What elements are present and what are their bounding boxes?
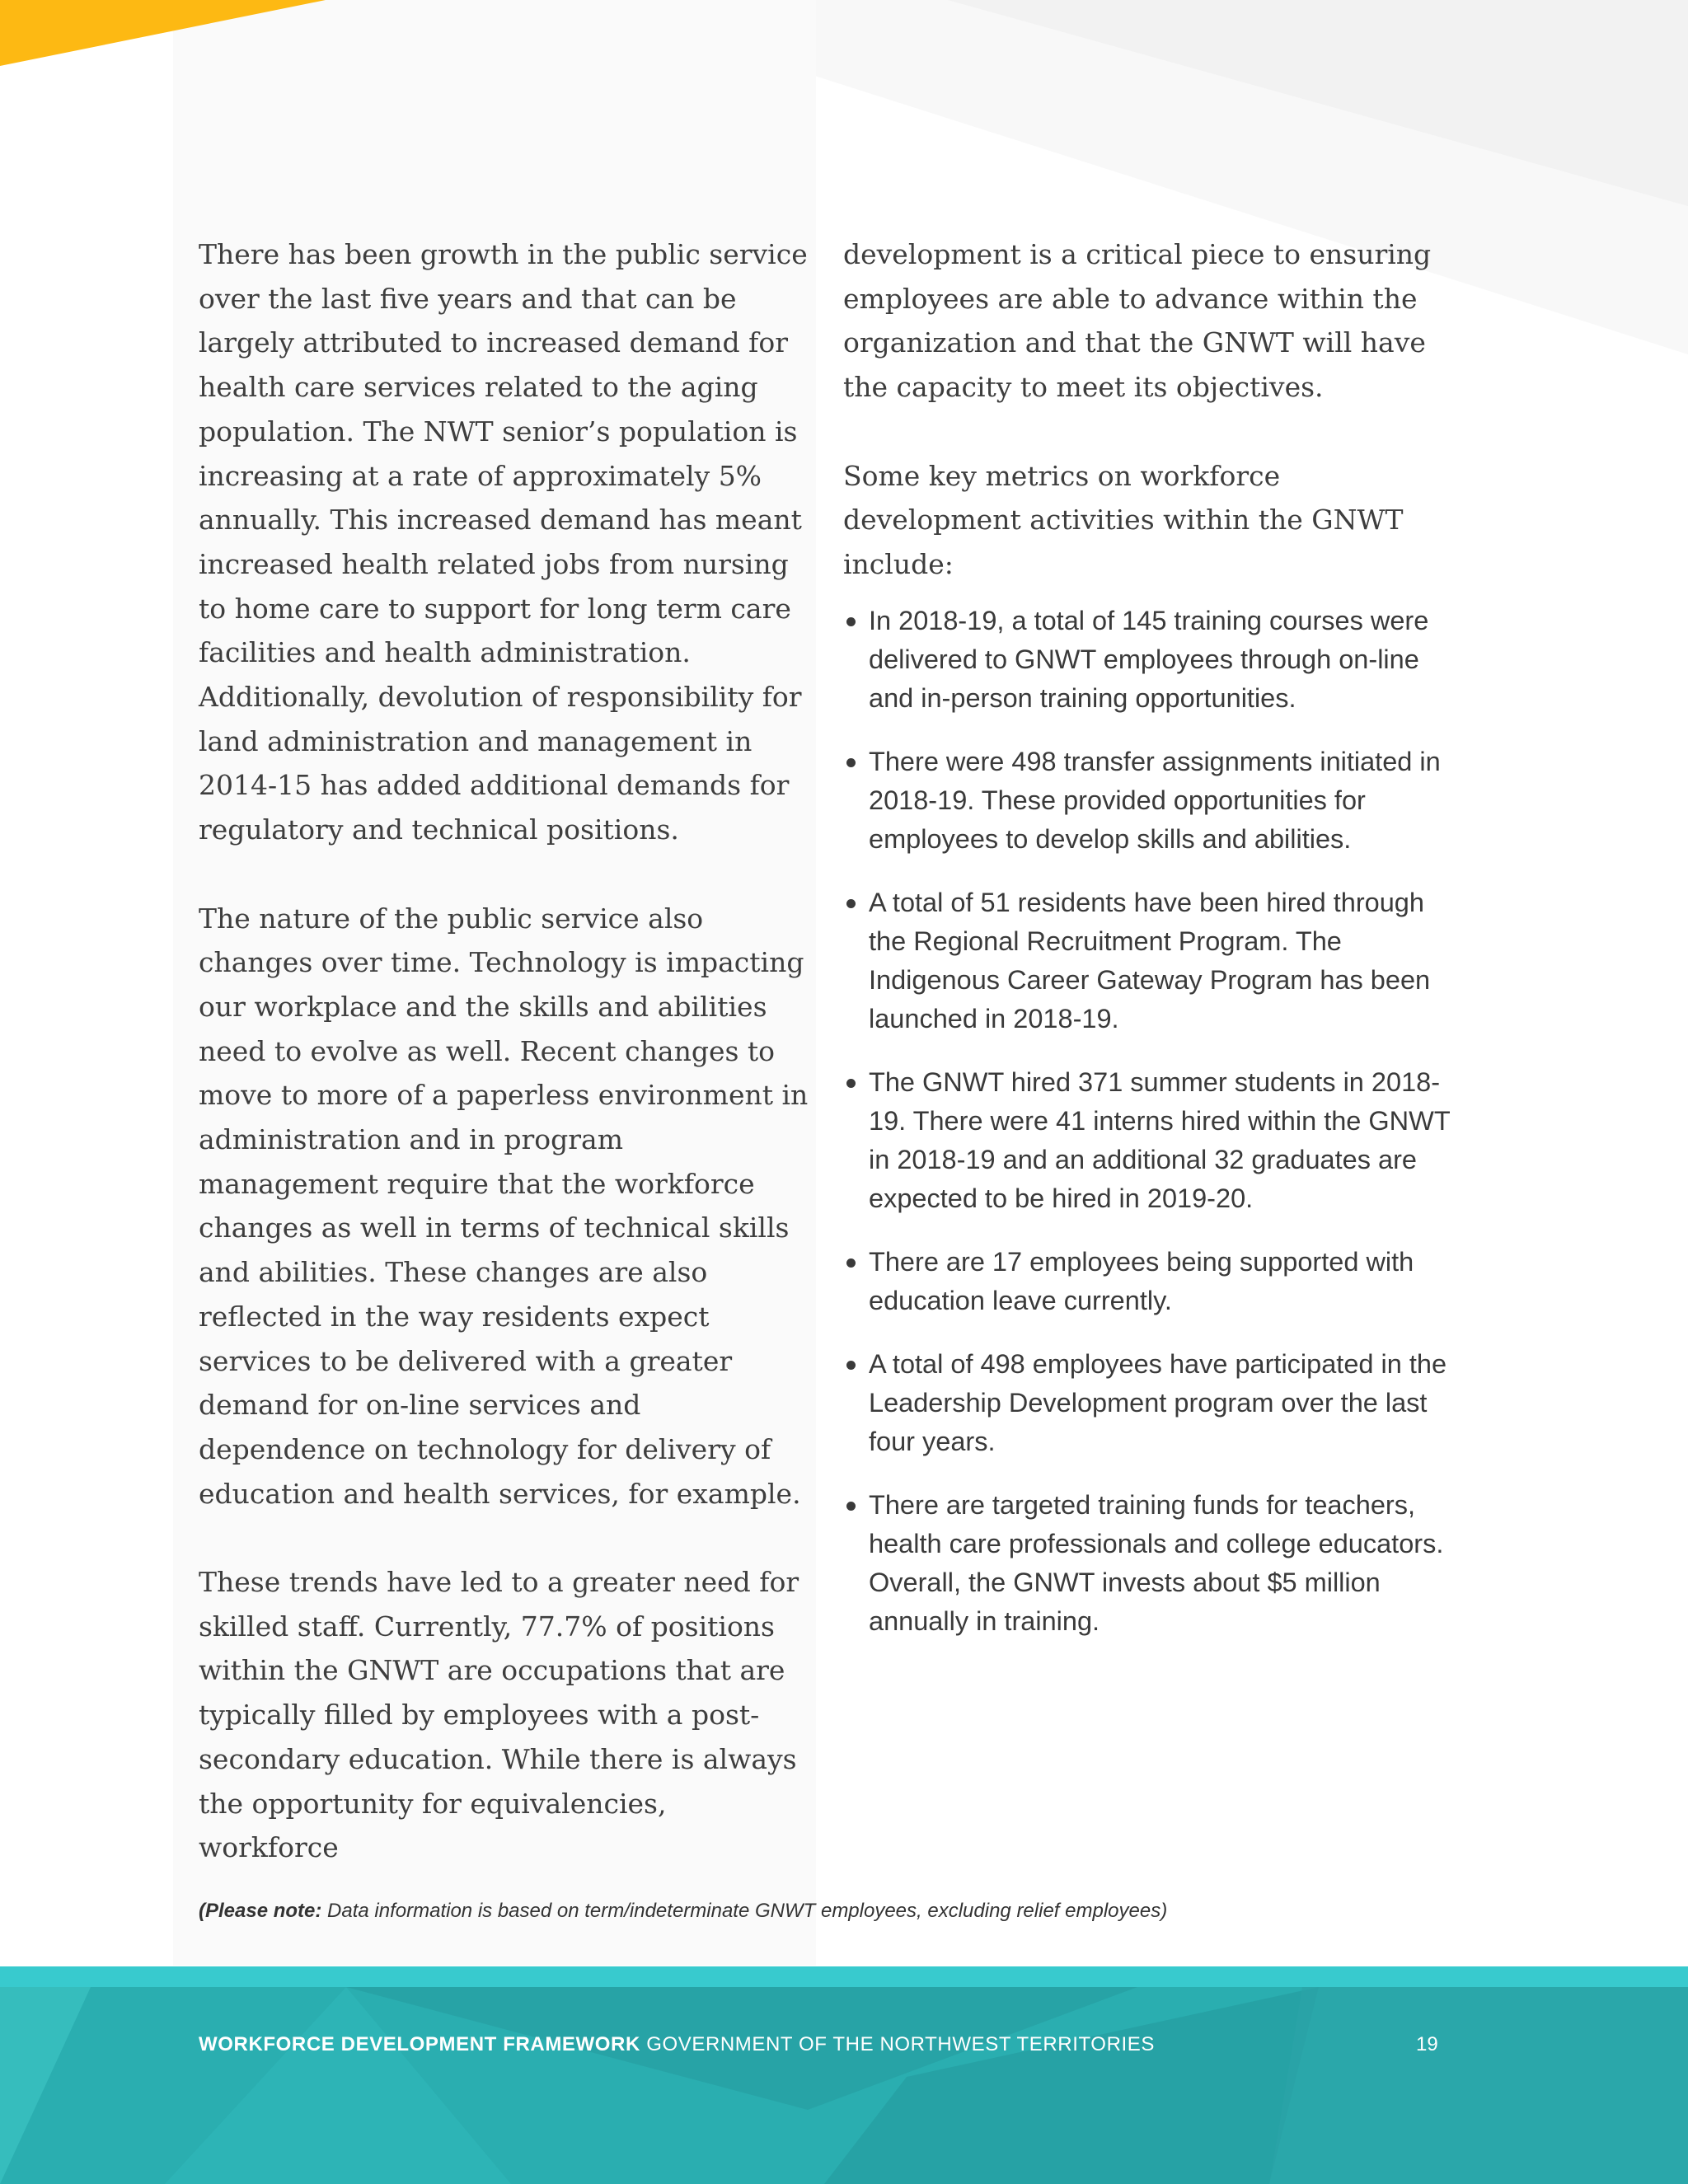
- list-item: [843, 1345, 1453, 1461]
- bullet-icon: [846, 617, 856, 626]
- list-item: [843, 743, 1453, 859]
- footer-stripe: [0, 1966, 1688, 1987]
- note-text: Data information is based on term/indeterminate GNWT employees, excluding relief employees): [321, 1900, 1168, 1922]
- bullet-icon: [846, 1079, 856, 1088]
- bullet-icon: [846, 1258, 856, 1268]
- list-item-text: A total of 498 employees have participated in the Leadership Development program over the last four years.: [869, 1348, 1447, 1456]
- bullet-icon: [846, 1502, 856, 1511]
- left-paragraph-1: There has been growth in the public service over the last five years and that can be largely attributed to increased demand for health care services related to the aging population. The NWT senior’s population is increasing at a rate of approximately 5% annually. This increased demand has meant increased health related jobs from nursing to home care to support for long term care facilities and health administration. Additionally, devolution of responsibility for land administration and management in 2014-15 has added additional demands for regulatory and technical positions.: [199, 238, 808, 846]
- metrics-intro: Some key metrics on workforce development activities within the GNWT include:: [843, 459, 1404, 580]
- list-item-text: In 2018-19, a total of 145 training courses were delivered to GNWT employees through on-line and in-person training opportunities.: [869, 605, 1429, 713]
- list-item-text: There were 498 transfer assignments initiated in 2018-19. These provided opportunities for employees to develop skills and abilities.: [869, 746, 1441, 854]
- list-item: [843, 1486, 1453, 1641]
- footer-shape-4: [1269, 1987, 1688, 2184]
- list-item-text: There are 17 employees being supported with education leave currently.: [869, 1246, 1414, 1315]
- metrics-list: [843, 602, 1453, 1641]
- footer-title-bold: WORKFORCE DEVELOPMENT FRAMEWORK: [199, 2033, 640, 2055]
- list-item: [843, 883, 1453, 1038]
- note-label: (Please note:: [199, 1900, 322, 1922]
- left-paragraph-2: The nature of the public service also changes over time. Technology is impacting our workplace and the skills and abilities need to evolve as well. Recent changes to move to more of a paperless environment in administration and in program management require that the workforce changes as well in terms of technical skills and abilities. These changes are also reflected in the way residents expect services to be delivered with a greater demand for on-line services and dependence on technology for delivery of education and health services, for example.: [199, 902, 809, 1510]
- left-column: [199, 232, 809, 1915]
- list-item-text: The GNWT hired 371 summer students in 2018-19. There were 41 interns hired within the GNWT in 2018-19 and an additional 32 graduates are expected to be hired in 2019-20.: [869, 1066, 1451, 1213]
- right-continuation-paragraph: development is a critical piece to ensuring employees are able to advance within the organization and that the GNWT will have the capacity to meet its objectives.: [843, 238, 1432, 404]
- right-column: [843, 232, 1453, 1666]
- data-note: [199, 1900, 1517, 1923]
- bullet-icon: [846, 899, 856, 908]
- footer-title-rest: GOVERNMENT OF THE NORTHWEST TERRITORIES: [640, 2033, 1155, 2055]
- bullet-icon: [846, 1361, 856, 1370]
- list-item-text: There are targeted training funds for teachers, health care professionals and college educators. Overall, the GNWT invests about $5 million annually in training.: [869, 1489, 1444, 1636]
- bullet-icon: [846, 758, 856, 767]
- list-item: [843, 602, 1453, 718]
- left-paragraph-3: These trends have led to a greater need for skilled staff. Currently, 77.7% of positions within the GNWT are occupations that are typically filled by employees with a post-secondary education. While there is always the opportunity for equivalencies, workforce: [199, 1566, 799, 1864]
- list-item: [843, 1243, 1453, 1320]
- footer-title: [199, 2033, 1155, 2056]
- list-item: [843, 1063, 1453, 1218]
- page-number: 19: [1416, 2033, 1438, 2055]
- list-item-text: A total of 51 residents have been hired through the Regional Recruitment Program. The Indigenous Career Gateway Program has been launched in 2018-19.: [869, 887, 1431, 1033]
